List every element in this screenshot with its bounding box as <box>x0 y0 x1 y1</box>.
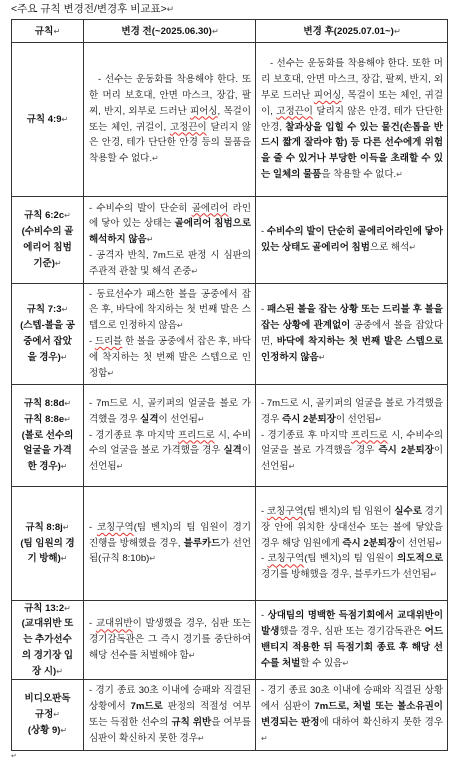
rule-text <box>19 208 76 271</box>
paragraph-mark: ↵ <box>61 305 69 315</box>
rule-cell <box>12 385 84 486</box>
paragraph-mark: ↵ <box>393 25 401 36</box>
paragraph <box>89 248 251 280</box>
paragraph-mark: ↵ <box>409 243 416 252</box>
rule-label <box>19 318 76 365</box>
before-cell <box>84 385 256 486</box>
rule-label <box>19 112 76 128</box>
paragraph-mark: ↵ <box>64 399 72 408</box>
rule-text <box>19 691 76 738</box>
paragraph-mark: ↵ <box>53 25 61 36</box>
paragraph-mark: ↵ <box>116 462 124 472</box>
after-cell <box>256 197 447 283</box>
table-header-row <box>12 20 447 42</box>
after-text <box>261 56 443 182</box>
text-run: 판정의 적절성 여부 또는 득점한 선수의 <box>89 701 251 728</box>
after-cell <box>256 487 447 600</box>
header-rule <box>35 24 60 39</box>
text-run: - <box>89 336 95 347</box>
rule-label <box>19 520 76 536</box>
paragraph-mark: ↵ <box>60 352 68 362</box>
text-run: 라인에 닿아 있는 상태는 <box>89 202 251 230</box>
text-run: , 목걸이 또는 체인, 귀걸이, <box>261 89 443 117</box>
text-run: - 수비수의 발이 단순히 <box>89 202 192 214</box>
text-run: - 경기종료 후 마지막 <box>89 429 178 441</box>
text-run: - <box>261 506 267 517</box>
paragraph-mark: ↵ <box>146 235 154 245</box>
paragraph <box>261 551 443 583</box>
bold-text: 즉시 2분퇴장 <box>378 445 434 457</box>
paragraph-mark: ↵ <box>107 368 115 378</box>
paragraph-mark: ↵ <box>197 414 205 424</box>
paragraph <box>261 504 443 551</box>
text-run: - 선수는 운동화를 착용해야 한다. 또한 머리 보호대, 안면 마스크, 장갑, 팔찌, 반지, 외부로 드러난 <box>261 58 443 101</box>
after-cell <box>256 43 447 196</box>
bold-text: 바닥에 착지하는 첫 번째 발은 스텝으로 인정하지 않음 <box>261 336 443 363</box>
paragraph-mark: ↵ <box>11 752 17 760</box>
rule-label <box>19 396 76 412</box>
text-run: 이 선언됨 <box>261 445 443 473</box>
paragraph-mark: ↵ <box>188 650 196 660</box>
text-run: - <box>261 226 267 238</box>
table-row <box>12 283 447 384</box>
text-run: - 7m드로 시, 골키퍼의 얼굴을 볼로 가격했을 경우 <box>261 398 443 425</box>
text-run: - <box>261 304 268 316</box>
paragraph-mark: ↵ <box>430 570 437 580</box>
paragraph-mark: ↵ <box>342 658 350 668</box>
text-run: 공중에서 볼을 잡았다면, <box>261 320 444 347</box>
rule-label-text: 규칙 8:8d <box>23 398 65 409</box>
paragraph-mark: ↵ <box>396 169 403 179</box>
text-run: 이 선언됨 <box>158 413 198 425</box>
text-run: - 동료선수가 패스한 볼을 공중에서 잡은 후, 바닥에 착지하는 첫 번째 발은 스텝으로 인정하지 않음 <box>89 288 251 332</box>
before-text <box>89 616 251 663</box>
after-text <box>261 683 443 746</box>
text-run: 달리지 않은 안경, 테가 단단한 안경, <box>261 105 443 133</box>
spellcheck-word: 코칭구역 <box>96 521 134 533</box>
rule-label <box>19 224 76 271</box>
paragraph-mark: ↵ <box>54 258 62 268</box>
text-run: - 경기종료 후 마지막 <box>261 429 352 441</box>
paragraph <box>89 287 251 334</box>
header-after-label: 변경 후(2025.07.01~) <box>303 25 394 37</box>
paragraph <box>261 608 443 671</box>
after-cell <box>256 385 447 486</box>
rule-label <box>19 208 76 224</box>
spellcheck-word: 교대위반 <box>95 618 133 630</box>
table-row <box>12 42 447 196</box>
spellcheck-word: 드리블 <box>94 336 123 347</box>
text-run: 이 선언됨 <box>89 445 251 473</box>
paragraph-mark: ↵ <box>211 25 219 36</box>
rule-label <box>19 616 76 679</box>
text-run: 을 착용할 수 없다. <box>321 168 397 180</box>
bold-text: 의도적으로 <box>397 553 443 565</box>
header-before-label: 변경 전(~2025.06.30) <box>121 25 212 37</box>
text-run: - <box>89 521 97 533</box>
text-run: 시, 수비수의 얼굴을 볼로 가격했을 경우 <box>89 429 252 457</box>
text-run: - 경기 종료 30초 이내에 승패와 직결된 상황에서 <box>89 685 251 713</box>
rule-label-text: 규칙 8:8j <box>25 521 63 533</box>
bold-text: 골에리어 침범으로 해석하지 않음 <box>89 218 251 246</box>
document-title <box>11 2 174 18</box>
bold-text: 즉시 2분퇴장 <box>282 413 336 425</box>
paragraph <box>89 683 251 746</box>
bold-text: 블루카드 <box>183 537 221 549</box>
before-text <box>89 520 251 567</box>
paragraph-mark: ↵ <box>64 603 71 613</box>
paragraph-mark: ↵ <box>166 5 175 15</box>
bold-text: 즉시 2분퇴장 <box>342 537 397 549</box>
bold-text: 상대팀의 명백한 득점기회에서 교대위반이 발생 <box>261 610 443 638</box>
text-run: 가 선언됨(규칙 8:10b) <box>89 537 252 565</box>
text-run: 경기를 방해했을 경우, 블루카드가 선언됨 <box>261 569 431 581</box>
before-text <box>89 683 251 746</box>
rule-label <box>19 601 76 616</box>
after-cell <box>256 601 447 679</box>
rule-label-text: 비디오판독 규정 <box>24 693 71 721</box>
bold-text: 어드밴티지 적용한 뒤 득점기회 종료 후 해당 선수를 처벌 <box>261 626 443 669</box>
spellcheck-word: 피어싱 <box>313 89 342 101</box>
rule-label-text: 규칙 6:2c <box>24 210 65 222</box>
header-before-cell <box>84 20 256 42</box>
rule-cell <box>12 284 84 384</box>
before-cell <box>84 43 256 196</box>
after-text <box>261 504 443 583</box>
text-run: 을 여부를 심판이 확신하지 못한 경우 <box>89 717 251 744</box>
text-run: 시, 수비수의 얼굴을 볼로 가격했을 경우 <box>261 429 443 457</box>
rule-text <box>19 396 76 475</box>
paragraph <box>89 201 251 248</box>
before-text <box>89 201 251 280</box>
header-before <box>89 24 251 39</box>
text-run: 할 수 있음 <box>300 657 343 669</box>
spellcheck-word: 고정끈이 <box>276 105 313 117</box>
before-text <box>89 287 251 382</box>
bold-text: 규칙 위반 <box>171 717 212 728</box>
table-row <box>12 384 447 486</box>
header-after <box>261 24 443 39</box>
rule-cell <box>12 601 84 679</box>
paragraph-mark: ↵ <box>53 710 61 720</box>
text-run: 경기장 안에 위치한 상대선수 또는 볼에 닿았을 경우 해당 임원에게 <box>261 506 443 549</box>
rule-label-text: 규칙 7:3 <box>26 304 62 316</box>
spellcheck-word: 프리드로 <box>177 429 215 441</box>
after-cell <box>256 680 447 750</box>
after-text <box>261 608 443 671</box>
table-row <box>12 679 447 750</box>
paragraph-mark: ↵ <box>151 154 159 164</box>
bold-text: 실수로 <box>394 506 422 517</box>
text-run: - <box>261 610 268 622</box>
text-run: (팀 벤치)의 팀 임원이 <box>304 553 398 565</box>
text-run: - 공격자 반칙, 7m드로 판정 시 심판의 주관적 관찰 및 해석 존중 <box>89 249 251 277</box>
rule-cell <box>12 43 84 196</box>
table-row <box>12 196 447 283</box>
paragraph-mark: ↵ <box>149 554 157 564</box>
rule-label <box>19 723 76 739</box>
before-text <box>89 396 251 475</box>
rule-label-text: (교대위반 또는 추가선수의 경기장 입장 시) <box>21 618 74 677</box>
text-run: 달리지 않은 안경, 테가 단단한 안경 등의 물품을 착용할 수 없다. <box>89 121 251 165</box>
paragraph-mark: ↵ <box>60 462 68 472</box>
text-run: 했을 경우, 심판 또는 경기감독관은 <box>279 626 425 638</box>
rule-label-text: (수비수의 골에리어 침범 기준) <box>21 226 74 269</box>
before-cell <box>84 601 256 679</box>
text-run: 으로 해석 <box>369 242 410 253</box>
rule-label <box>19 302 76 318</box>
bold-text: 패스된 볼을 잡는 상황 또는 드리블 후 볼을 잡는 상황에 관계없이 <box>261 304 443 332</box>
rule-label-text: 규칙 4:9 <box>26 113 62 125</box>
paragraph-mark: ↵ <box>56 666 63 676</box>
comparison-table <box>11 19 448 751</box>
bold-text: 7m드로, 처벌 또는 볼소유권이 변경되는 판정 <box>261 701 443 728</box>
paragraph-mark: ↵ <box>197 733 205 743</box>
rule-text <box>19 601 76 679</box>
before-text <box>89 72 251 167</box>
text-run: 에 대하여 확신하지 못한 경우 <box>319 717 444 728</box>
header-rule-label: 규칙 <box>34 25 54 37</box>
paragraph-mark: ↵ <box>375 414 382 424</box>
rule-text <box>19 302 76 365</box>
paragraph <box>89 428 251 475</box>
rule-label <box>19 412 76 428</box>
table-row <box>12 600 447 679</box>
rule-cell <box>12 197 84 283</box>
rule-label <box>19 536 76 568</box>
after-text <box>261 396 443 475</box>
text-run: - 7m드로 시, 골키퍼의 얼굴을 볼로 가격했을 경우 <box>89 398 251 425</box>
paragraph-mark: ↵ <box>62 522 70 532</box>
header-after-cell <box>256 20 447 42</box>
paragraph-mark: ↵ <box>318 352 326 362</box>
paragraph <box>261 224 443 256</box>
paragraph-mark: ↵ <box>435 538 443 548</box>
text-run: 이 선언됨 <box>335 413 376 425</box>
paragraph <box>89 616 251 663</box>
text-run: - 경기 종료 30초 이내에 승패와 직결된 상황에서 심판이 <box>261 685 443 713</box>
text-run: 이 발생했을 경우, 심판 또는 경기감독관은 그 즉시 경기를 중단하여 해당 선수를 처벌해야 함 <box>89 618 251 661</box>
paragraph <box>89 334 251 381</box>
rule-label <box>19 428 76 475</box>
after-text <box>261 224 443 256</box>
spellcheck-word: 코칭구역 <box>267 553 305 565</box>
paragraph <box>89 72 251 167</box>
spellcheck-word: 고정끈이 <box>169 121 207 133</box>
paragraph <box>89 396 251 428</box>
bold-text: 7m드로 <box>130 701 163 713</box>
rule-cell <box>12 680 84 750</box>
after-text <box>261 302 443 365</box>
header-before-paragraph <box>89 24 251 39</box>
text-run: - <box>261 553 268 565</box>
paragraph <box>261 428 443 475</box>
rule-text <box>19 520 76 567</box>
document-title-text: <주요 규칙 변경전/변경후 비교표> <box>11 3 167 15</box>
paragraph-mark: ↵ <box>176 321 184 331</box>
bold-text: 수비수의 발이 단순히 골에리어라인에 닿아 있는 상태도 골에리어 침범 <box>261 226 443 253</box>
text-run: (팀 벤치)의 팀 임원이 <box>303 506 395 517</box>
rule-label-text: (팀 임원의 경기 방해) <box>20 537 75 565</box>
rule-text <box>19 112 76 128</box>
rule-label-text: (스텝-볼을 공중에서 잡았을 경우) <box>20 320 75 363</box>
spellcheck-word: 프리드로 <box>351 429 388 441</box>
text-run: 이 선언됨 <box>396 537 436 549</box>
before-cell <box>84 197 256 283</box>
header-after-paragraph <box>261 24 443 39</box>
paragraph-mark: ↵ <box>191 266 199 276</box>
paragraph <box>261 396 443 428</box>
paragraph-mark: ↵ <box>60 554 68 564</box>
paragraph-mark: ↵ <box>61 114 69 124</box>
spellcheck-word: 코칭구역 <box>266 506 304 517</box>
paragraph-mark: ↵ <box>60 725 68 735</box>
paragraph-mark: ↵ <box>64 414 71 424</box>
before-cell <box>84 680 256 750</box>
rule-label-text: (상황 9) <box>27 724 61 736</box>
rule-cell <box>12 487 84 600</box>
bold-text: 실격 <box>140 413 159 425</box>
paragraph <box>261 683 443 746</box>
paragraph <box>89 520 251 567</box>
paragraph-mark: ↵ <box>288 462 296 472</box>
after-cell <box>256 284 447 384</box>
before-cell <box>84 284 256 384</box>
table-row <box>12 486 447 600</box>
rule-label-text: 규칙 13:2 <box>24 602 65 614</box>
bold-text: 찰과상을 입힐 수 있는 물건(손톱을 반드시 짧게 잘라야 함) 등 다른 선수에게 위험을 줄 수 있거나 부당한 이득을 초래할 수 있는 일체의 물품 <box>261 121 443 180</box>
paragraph-mark: ↵ <box>261 733 268 743</box>
spellcheck-word: 골에리어 <box>191 202 229 214</box>
paragraph-mark: ↵ <box>64 211 71 221</box>
header-rule-cell <box>12 20 84 42</box>
rule-label-text: 규칙 8:8e <box>24 413 65 425</box>
paragraph <box>261 302 443 365</box>
text-run: (팀 벤치)의 팀 임원이 경기 진행을 방해했을 경우, <box>89 521 251 549</box>
text-run: - <box>89 618 96 630</box>
rule-label <box>19 691 76 723</box>
text-run: 한 볼을 공중에서 잡은 후, 바닥에 착지하는 첫 번째 발은 스텝으로 인정함 <box>89 336 251 379</box>
paragraph <box>261 56 443 182</box>
before-cell <box>84 487 256 600</box>
spellcheck-word: 피어싱 <box>190 105 218 117</box>
rule-label-text: (볼로 선수의 얼굴을 가격한 경우) <box>21 429 74 473</box>
text-run: - 선수는 운동화를 착용해야 한다. 또한 머리 보호대, 안면 마스크, 장갑, 팔찌, 반지, 외부로 드러난 <box>89 74 251 117</box>
text-run: , 목걸이 또는 체인, 귀걸이, <box>89 105 252 133</box>
bold-text: 실격 <box>223 445 242 457</box>
